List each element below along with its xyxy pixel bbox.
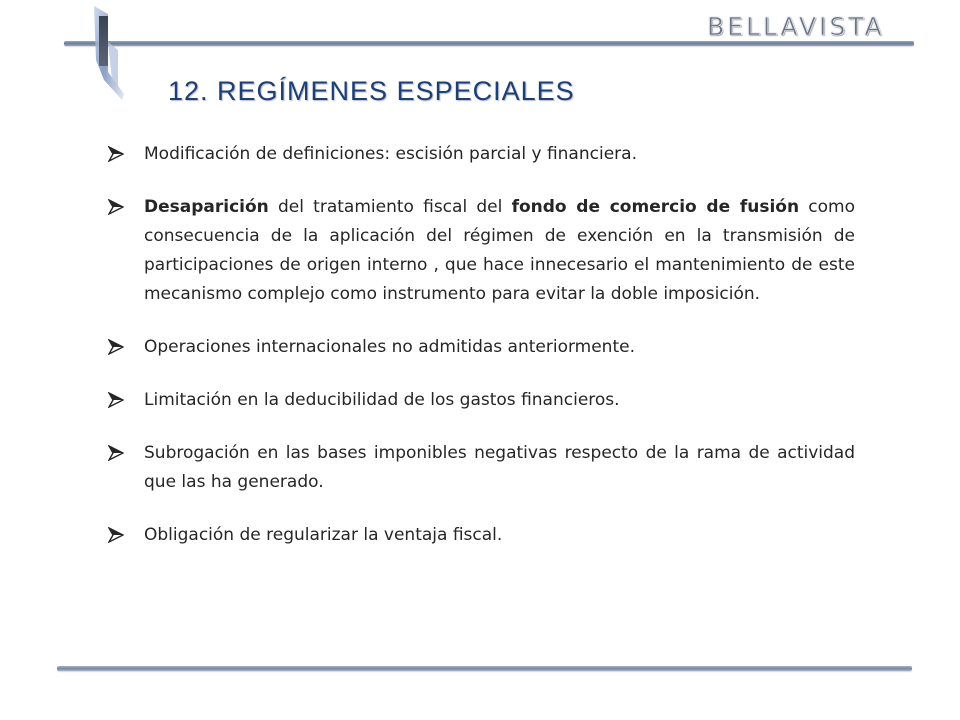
arrow-bullet-icon <box>108 445 124 461</box>
list-item-text: del tratamiento fiscal del <box>268 197 512 217</box>
list-item <box>108 521 855 550</box>
arrow-bullet-icon <box>108 339 124 355</box>
arrow-bullet-icon <box>108 199 124 215</box>
list-item <box>108 193 855 309</box>
list-item <box>108 386 855 415</box>
logo-mark <box>84 2 134 102</box>
brand-logo: BELLAVISTA <box>707 12 885 41</box>
arrow-bullet-icon <box>108 146 124 162</box>
footer-rule <box>57 666 912 671</box>
list-item-text: Limitación en la deducibilidad de los gastos financieros. <box>144 390 620 410</box>
bullet-list <box>108 140 855 574</box>
header-rule <box>64 41 914 46</box>
arrow-bullet-icon <box>108 392 124 408</box>
emphasis-text: fondo de comercio de fusión <box>511 197 800 217</box>
list-item-text: Operaciones internacionales no admitidas anteriormente. <box>144 337 635 357</box>
list-item-text: Modificación de definiciones: escisión parcial y financiera. <box>144 144 637 164</box>
list-item <box>108 140 855 169</box>
list-item-text: Subrogación en las bases imponibles negativas respecto de la rama de actividad que las ha generado. <box>144 443 855 492</box>
list-item <box>108 333 855 362</box>
list-item-text: como consecuencia de la aplicación del régimen de exención en la transmisión de participaciones de origen interno , que hace innecesario el mantenimiento de este mecanismo complejo como instrumento para evitar la doble imposición. <box>144 197 855 304</box>
list-item <box>108 439 855 497</box>
arrow-bullet-icon <box>108 527 124 543</box>
page-title: 12. REGÍMENES ESPECIALES <box>168 76 575 106</box>
emphasis-text: Desaparición <box>144 197 269 217</box>
list-item-text: Obligación de regularizar la ventaja fiscal. <box>144 525 503 545</box>
